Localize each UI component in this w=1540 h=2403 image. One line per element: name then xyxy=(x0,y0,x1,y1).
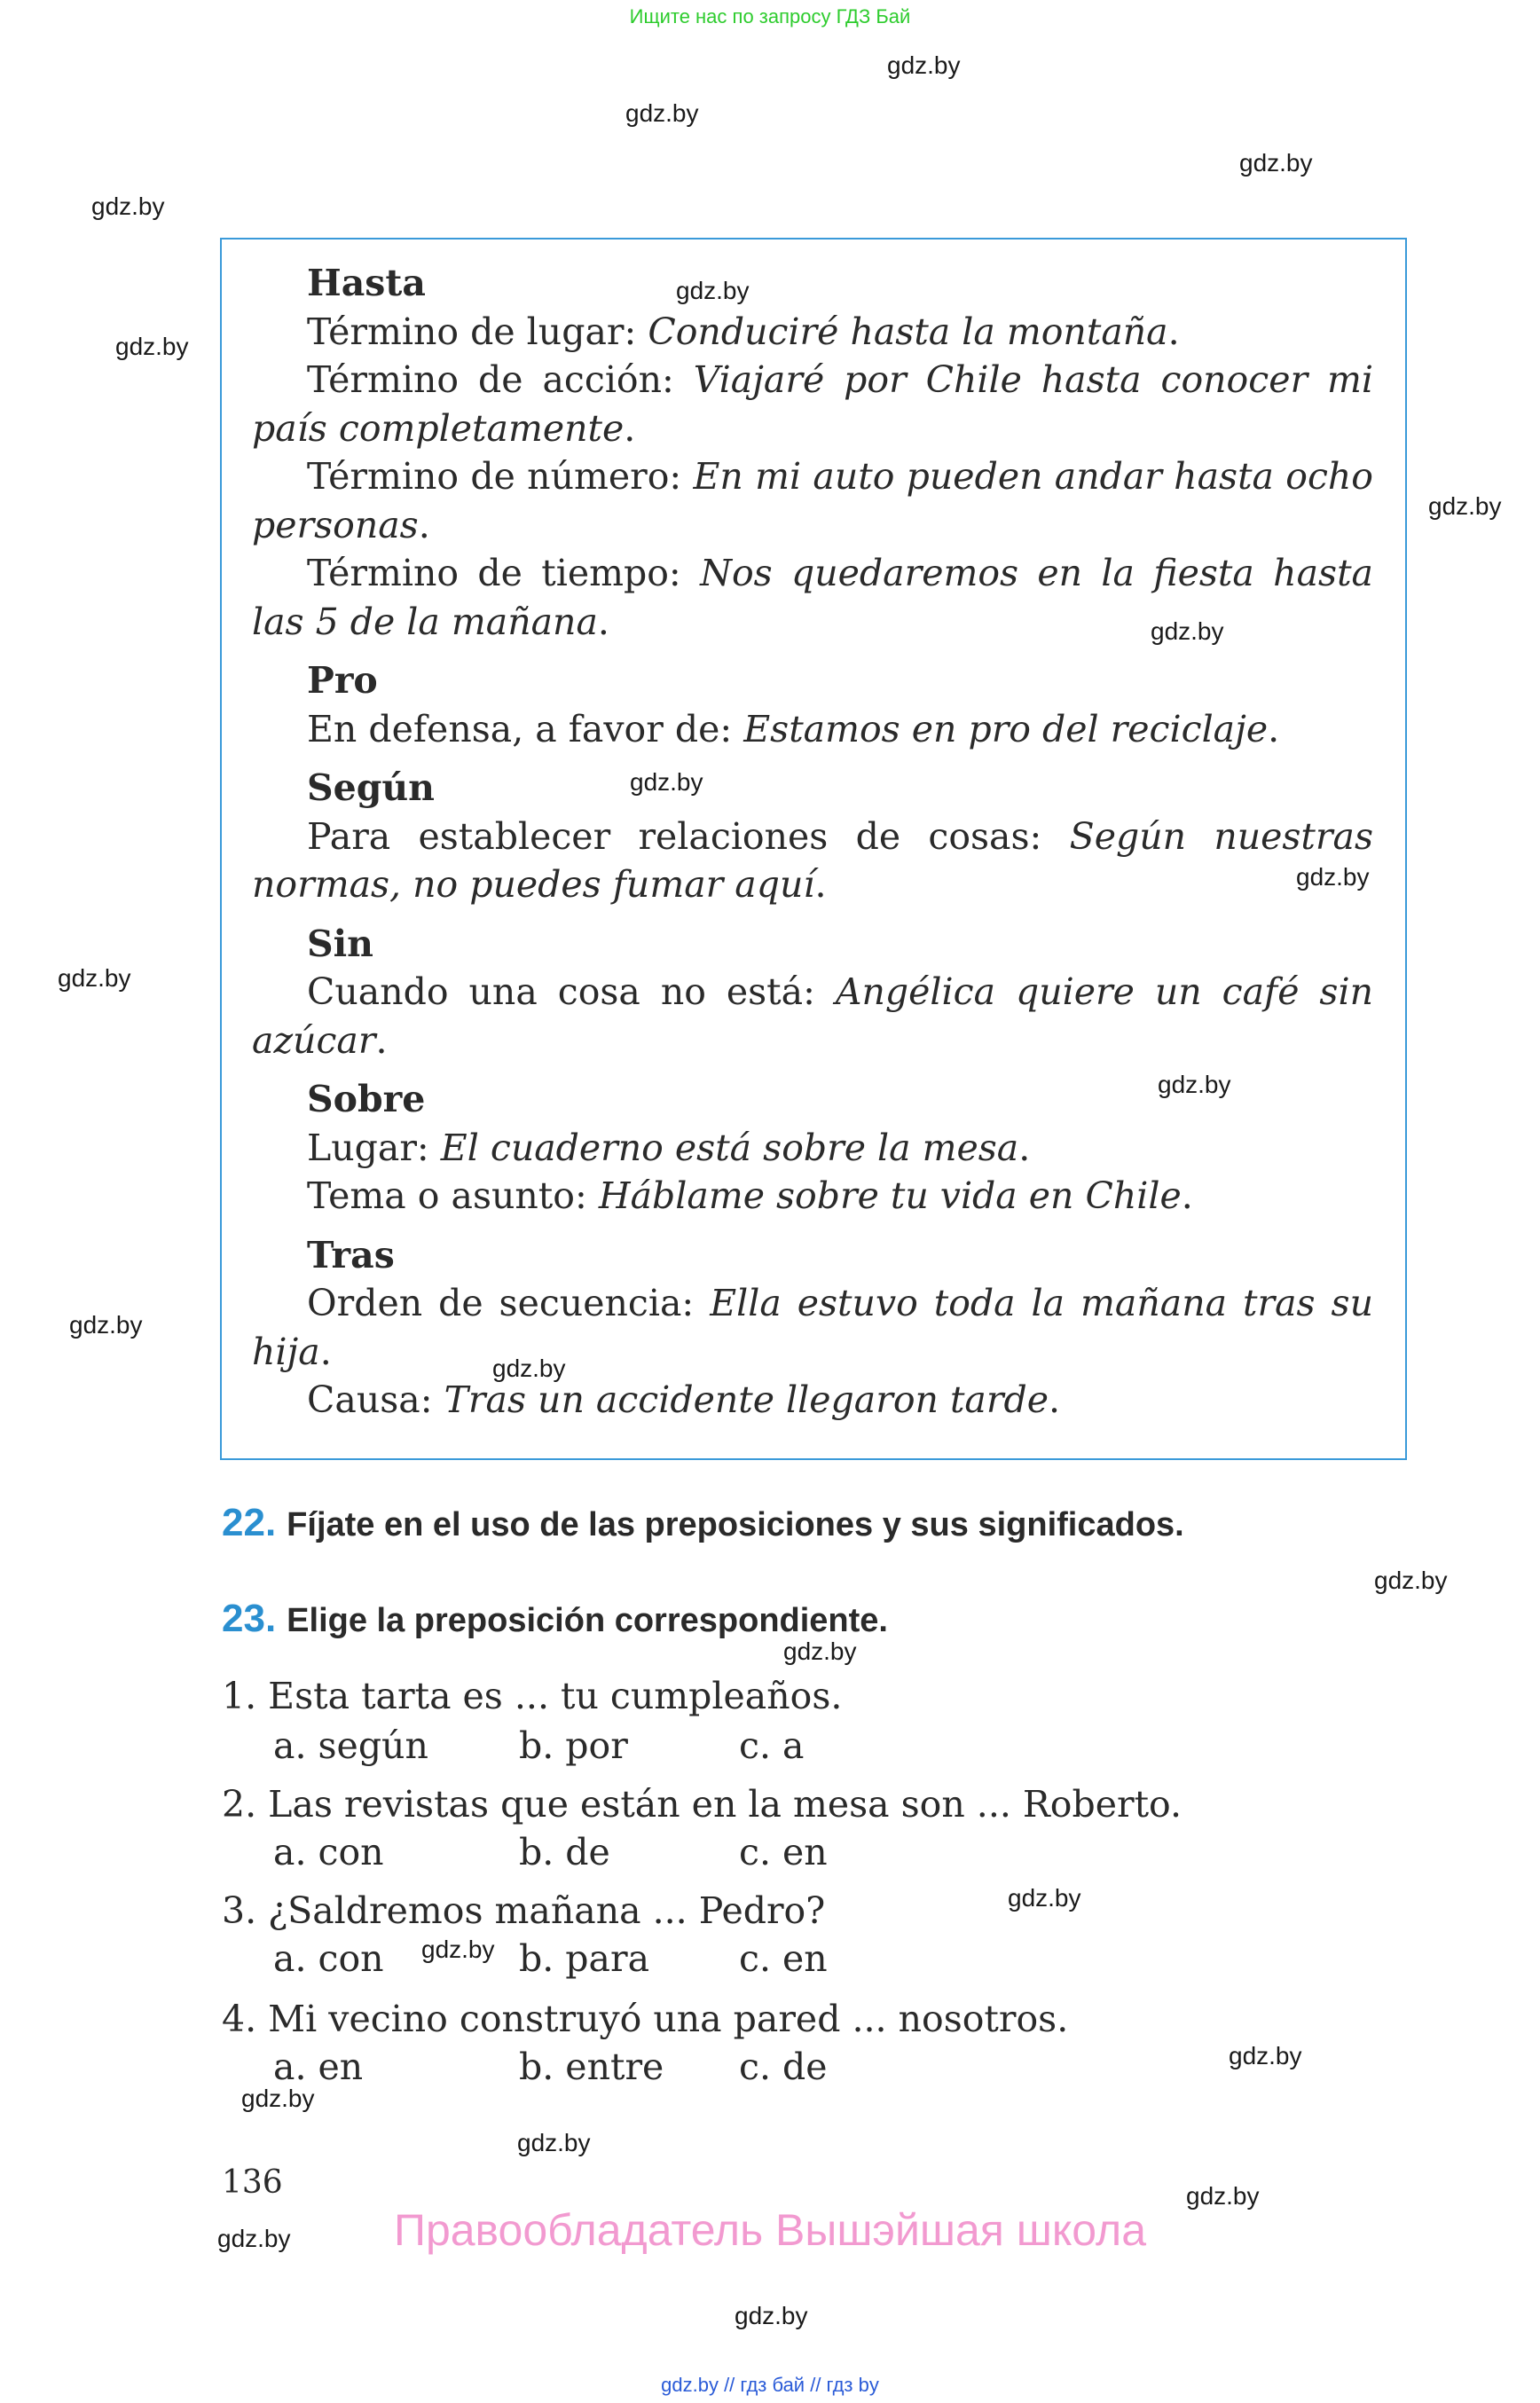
rule-entry: Cuando una cosa no está: Angélica quiere un café sin azúcar. xyxy=(252,970,1373,1062)
watermark: gdz.by xyxy=(217,2225,291,2252)
option: b. entre xyxy=(519,2046,664,2088)
rule-entry: Término de acción: Viajaré por Chile hasta conocer mi país completamente. xyxy=(252,358,1373,450)
rule-entry: Término de lugar: Conduciré hasta la montaña. xyxy=(307,310,1180,353)
option: c. en xyxy=(739,1831,828,1873)
exercise-22-heading xyxy=(222,1501,1184,1545)
rule-entry: Tema o asunto: Háblame sobre tu vida en Chile. xyxy=(307,1174,1193,1217)
question: 2. Las revistas que están en la mesa son ... Roberto. xyxy=(222,1783,1182,1826)
rule-entry: Causa: Tras un accidente llegaron tarde. xyxy=(307,1378,1061,1421)
option: a. según xyxy=(273,1724,428,1767)
exercise-23-heading xyxy=(222,1597,888,1641)
section-title: Según xyxy=(307,766,435,809)
watermark: gdz.by xyxy=(1229,2042,1302,2069)
section-title: Pro xyxy=(307,659,378,702)
question: 3. ¿Saldremos mañana ... Pedro? xyxy=(222,1889,826,1932)
watermark: gdz.by xyxy=(676,277,750,304)
option: b. por xyxy=(519,1724,628,1767)
watermark: gdz.by xyxy=(1428,492,1502,520)
watermark: gdz.by xyxy=(1239,149,1313,177)
rule-entry: Orden de secuencia: Ella estuvo toda la mañana tras su hija. xyxy=(252,1282,1373,1373)
rule-entry: Término de número: En mi auto pueden andar hasta ocho personas. xyxy=(252,455,1373,546)
option: a. con xyxy=(273,1831,384,1873)
section-title: Sin xyxy=(307,922,373,965)
watermark: gdz.by xyxy=(1158,1071,1231,1098)
question: 1. Esta tarta es ... tu cumpleaños. xyxy=(222,1675,843,1717)
watermark: gdz.by xyxy=(625,99,699,127)
option: c. a xyxy=(739,1724,805,1767)
watermark: gdz.by xyxy=(1374,1567,1448,1594)
rule-entry: Para establecer relaciones de cosas: Según nuestras normas, no puedes fumar aquí. xyxy=(252,814,1373,906)
exercise-number: 22. xyxy=(222,1501,277,1544)
section-title: Tras xyxy=(307,1233,395,1276)
watermark: gdz.by xyxy=(783,1637,857,1665)
watermark: gdz.by xyxy=(91,192,165,220)
option: a. en xyxy=(273,2046,364,2088)
footer-links[interactable]: gdz.by // гдз бай // гдз by xyxy=(661,2374,879,2396)
rule-entry: Término de tiempo: Nos quedaremos en la fiesta hasta las 5 de la mañana. xyxy=(252,552,1373,643)
exercise-instruction: Fíjate en el uso de las preposiciones y sus significados. xyxy=(287,1506,1184,1543)
watermark: gdz.by xyxy=(1186,2182,1260,2210)
watermark: gdz.by xyxy=(69,1311,143,1339)
watermark: gdz.by xyxy=(1008,1884,1081,1912)
watermark: gdz.by xyxy=(517,2129,591,2156)
watermark: gdz.by xyxy=(241,2085,315,2112)
rule-entry: En defensa, a favor de: Estamos en pro del reciclaje. xyxy=(307,707,1280,750)
section-title: Sobre xyxy=(307,1078,426,1120)
watermark: gdz.by xyxy=(735,2302,808,2329)
option: c. de xyxy=(739,2046,828,2088)
watermark: gdz.by xyxy=(887,51,961,79)
exercise-instruction: Elige la preposición correspondiente. xyxy=(287,1602,888,1639)
exercise-number: 23. xyxy=(222,1597,277,1640)
watermark: gdz.by xyxy=(421,1936,495,1963)
watermark: gdz.by xyxy=(492,1355,566,1382)
option: b. para xyxy=(519,1937,650,1980)
watermark: gdz.by xyxy=(630,768,703,796)
copyright-notice: Правообладатель Вышэйшая школа xyxy=(394,2205,1146,2255)
page-number: 136 xyxy=(222,2164,283,2201)
watermark: gdz.by xyxy=(1151,617,1224,645)
watermark: gdz.by xyxy=(58,964,131,992)
section-title: Hasta xyxy=(307,262,426,304)
top-banner: Ищите нас по запросу ГДЗ Бай xyxy=(629,5,911,27)
rules-content xyxy=(252,259,1373,1425)
rule-entry: Lugar: El cuaderno está sobre la mesa. xyxy=(307,1126,1031,1169)
watermark: gdz.by xyxy=(115,333,189,360)
watermark: gdz.by xyxy=(1296,863,1370,891)
option: a. con xyxy=(273,1937,384,1980)
question: 4. Mi vecino construyó una pared ... nosotros. xyxy=(222,1998,1069,2040)
option: c. en xyxy=(739,1937,828,1980)
option: b. de xyxy=(519,1831,610,1873)
